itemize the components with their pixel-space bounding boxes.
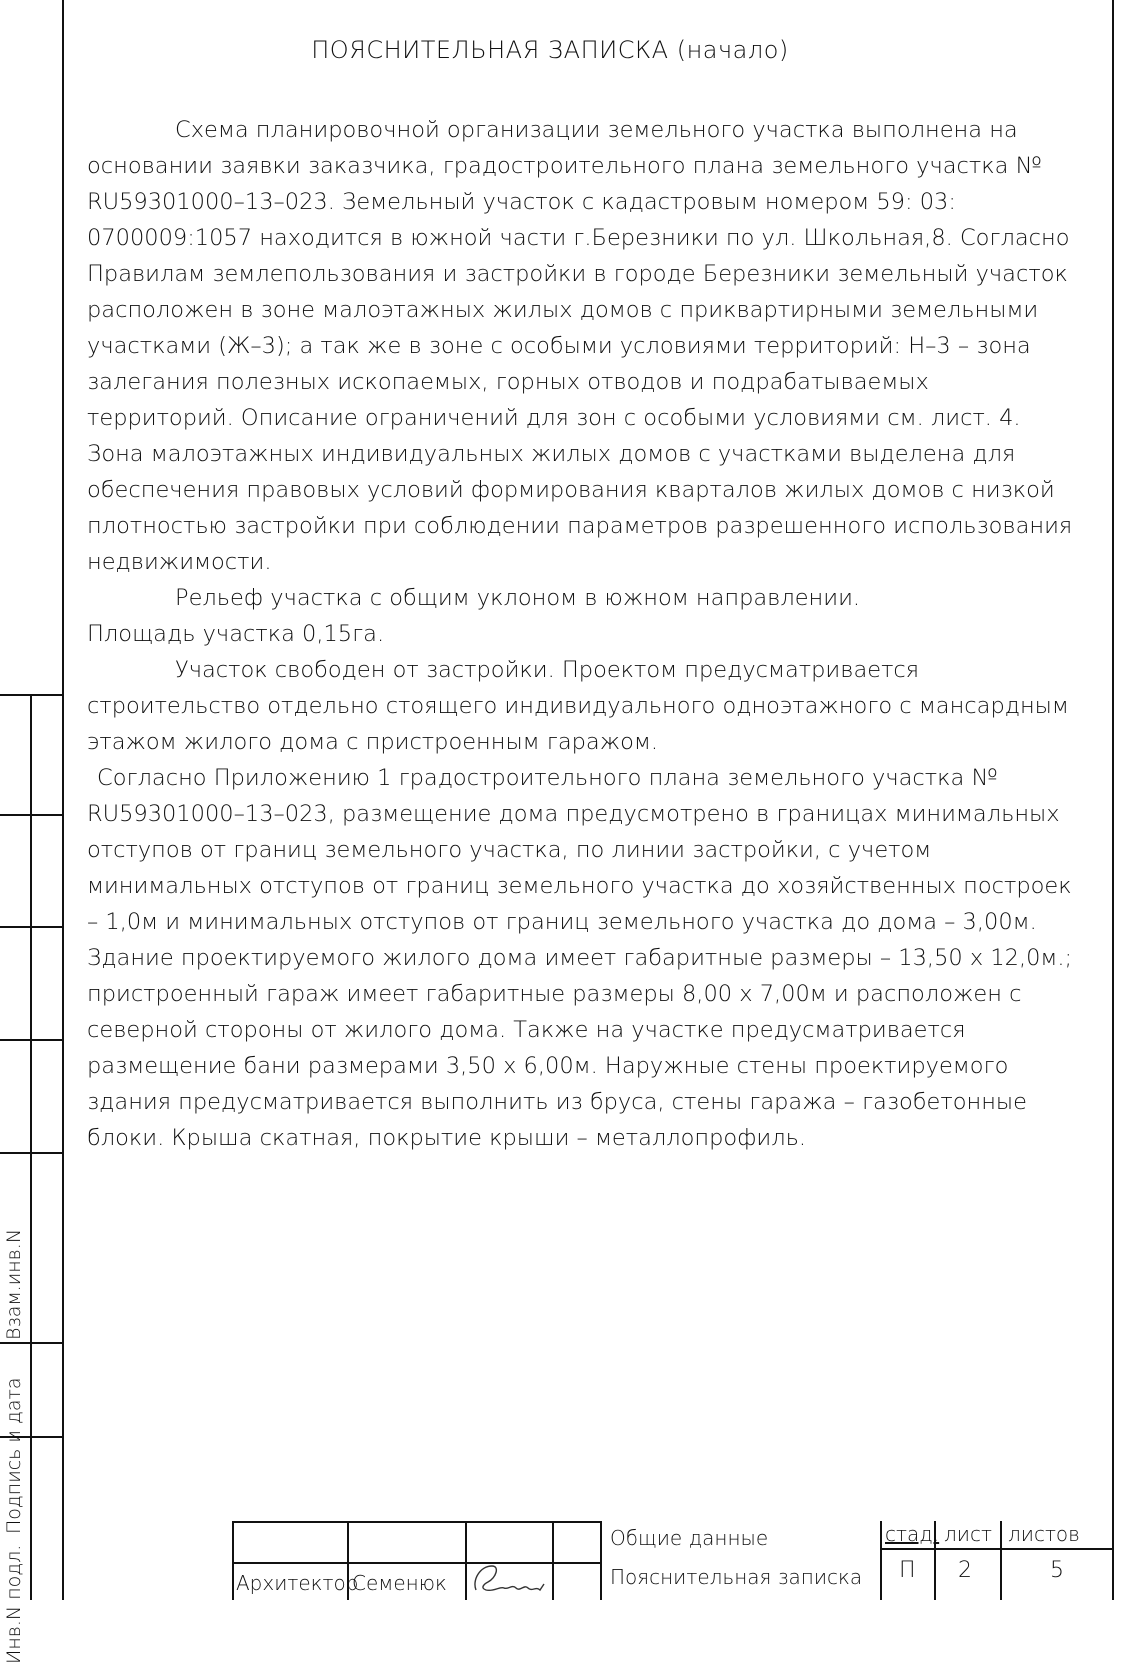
surname-cell: Семенюк: [352, 1571, 447, 1595]
title-block-top-line: [232, 1521, 600, 1523]
document-body: [87, 112, 1077, 1156]
sheet-name-line2: Пояснительная записка: [610, 1565, 863, 1589]
side-stamp-row-line: [0, 814, 62, 816]
document-title: ПОЯСНИТЕЛЬНАЯ ЗАПИСКА (начало): [311, 36, 789, 64]
frame-right-border: [1112, 0, 1114, 1600]
paragraph-relief: Рельеф участка с общим уклоном в южном направлении.: [175, 585, 861, 611]
frame-left-border: [62, 0, 64, 1600]
side-stamp-divider: [30, 694, 32, 1600]
sheets-header: листов: [1008, 1522, 1080, 1546]
side-stamp: [0, 694, 62, 1664]
title-block-header-underline: [880, 1548, 1112, 1550]
title-block-col-line: [880, 1521, 882, 1600]
paragraph-site-description: Схема планировочной организации земельного участка выполнена на основании заявки заказчика, градостроительного плана земельного участка № RU59301000–13–023. Земельный участок с кадастровым номером 59: 03: 0700009:1057 находится в южной части г.Березники по ул. Школьная,8. Согласно Правилам землепользования и застройки в городе Березники земельный участок расположен в зоне малоэтажных жилых домов с приквартирными земельными участками (Ж–3); а так же в зоне с особыми условиями территорий: Н–3 – зона залегания полезных ископаемых, горных отводов и подрабатываемых территорий. Описание ограничений для зон с особыми условиями см. лист. 4.: [87, 117, 1070, 431]
paragraph-zone-description: Зона малоэтажных индивидуальных жилых домов с участками выделена для обеспечения правовых условий формирования кварталов жилых домов с низкой плотностью застройки при соблюдении параметров разрешенного использования недвижимости.: [87, 441, 1073, 575]
replaced-inv-label: Взам.инв.N: [3, 1228, 25, 1340]
paragraph-construction: Участок свободен от застройки. Проектом предусматривается строительство отдельно стоящего индивидуального одноэтажного с мансардным этажом жилого дома с пристроенным гаражом.: [87, 657, 1069, 755]
sheet-name-line1: Общие данные: [610, 1526, 769, 1550]
side-stamp-row-line: [0, 1152, 62, 1154]
stage-header: стад.: [885, 1522, 940, 1546]
sheets-value: 5: [1050, 1558, 1064, 1583]
title-block-col-line: [465, 1521, 467, 1600]
signature-date-label: Подпись и дата: [3, 1377, 25, 1534]
inv-orig-label: Инв.N подл.: [3, 1544, 25, 1664]
signature-image: [470, 1560, 550, 1598]
side-stamp-row-line: [0, 694, 62, 696]
paragraph-placement: Согласно Приложению 1 градостроительного плана земельного участка № RU59301000–13–023, размещение дома предусмотрено в границах минимальных отступов от границ земельного участка, по линии застройки, с учетом минимальных отступов от границ земельного участка до хозяйственных построек – 1,0м и минимальных отступов от границ земельного участка до дома – 3,00м. Здание проектируемого жилого дома имеет габаритные размеры – 13,50 х 12,0м.; пристроенный гараж имеет габаритные размеры 8,00 х 7,00м и расположен с северной стороны от жилого дома. Также на участке предусматривается размещение бани размерами 3,50 х 6,00м. Наружные стены проектируемого здания предусматривается выполнить из бруса, стены гаража – газобетонные блоки. Крыша скатная, покрытие крыши – металлопрофиль.: [87, 765, 1073, 1151]
sheet-value: 2: [958, 1558, 972, 1583]
title-block-col-line: [600, 1521, 602, 1600]
paragraph-area: Площадь участка 0,15га.: [87, 621, 385, 647]
stage-value: П: [899, 1558, 916, 1583]
side-stamp-row-line: [0, 1342, 62, 1344]
title-block-col-line: [232, 1521, 234, 1600]
side-stamp-row-line: [0, 1039, 62, 1041]
side-stamp-row-line: [0, 926, 62, 928]
title-block-col-line: [1000, 1521, 1002, 1600]
role-cell: Архитектор: [236, 1571, 359, 1595]
sheet-header: лист: [944, 1522, 992, 1546]
title-block-col-line: [552, 1521, 554, 1600]
